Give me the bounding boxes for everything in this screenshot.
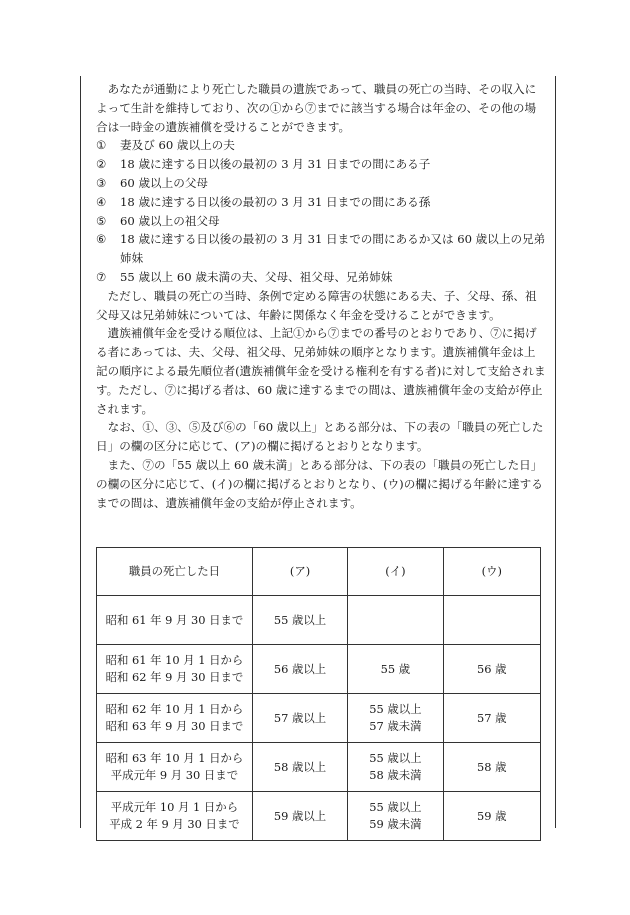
table-row xyxy=(97,743,541,792)
list-item xyxy=(96,193,546,212)
list-item xyxy=(96,155,546,174)
cell-u: 59 歳 xyxy=(443,792,540,841)
cell-a: 57 歳以上 xyxy=(252,694,347,743)
date-line: 昭和 63 年 10 月 1 日から xyxy=(105,751,244,765)
list-item xyxy=(96,174,546,193)
header-u: (ウ) xyxy=(443,548,540,596)
table-row xyxy=(97,792,541,841)
cell-date xyxy=(97,694,253,743)
item-text: 60 歳以上の祖父母 xyxy=(120,213,220,228)
cell-i xyxy=(348,694,443,743)
date-line: 昭和 63 年 9 月 30 日まで xyxy=(105,719,244,733)
item-number: ⑥ xyxy=(96,232,107,247)
cell-date xyxy=(97,645,253,694)
cell-a: 56 歳以上 xyxy=(252,645,347,694)
cell-date xyxy=(97,596,253,645)
disability-paragraph: ただし、職員の死亡の当時、条例で定める障害の状態にある夫、子、父母、孫、祖父母又は兄弟姉妹については、年齢に関係なく年金を受けることができます。 xyxy=(96,288,537,322)
cell-date xyxy=(97,792,253,841)
age-line: 59 歳未満 xyxy=(369,817,422,831)
cell-u xyxy=(443,596,540,645)
cell-i xyxy=(348,743,443,792)
item-number: ③ xyxy=(96,175,107,190)
date-line: 昭和 61 年 10 月 1 日から xyxy=(105,653,244,667)
cell-u: 57 歳 xyxy=(443,694,540,743)
table-row xyxy=(97,694,541,743)
header-death-date: 職員の死亡した日 xyxy=(97,548,253,596)
document-body xyxy=(96,80,546,512)
age-note-paragraph: なお、①、③、⑤及び⑥の「60 歳以上」とある部分は、下の表の「職員の死亡した日」の欄の区分に応じて、(ア)の欄に掲げるとおりとなります。 xyxy=(96,420,544,454)
date-line: 平成元年 9 月 30 日まで xyxy=(110,768,239,782)
cell-i xyxy=(348,596,443,645)
intro-paragraph: あなたが通勤により死亡した職員の遺族であって、職員の死亡の当時、その収入によって生計を維持しており、次の①から⑦までに該当する場合は年金の、その他の場合は一時金の遺族補償を受けることができます。 xyxy=(96,82,537,134)
item-text: 妻及び 60 歳以上の夫 xyxy=(120,138,235,153)
cell-a: 59 歳以上 xyxy=(252,792,347,841)
cell-u: 56 歳 xyxy=(443,645,540,694)
item-text: 60 歳以上の父母 xyxy=(120,175,209,190)
item-number: ⑦ xyxy=(96,269,107,284)
item-text: 18 歳に達する日以後の最初の 3 月 31 日までの間にある子 xyxy=(120,157,431,172)
header-i: (イ) xyxy=(348,548,443,596)
date-line: 昭和 62 年 9 月 30 日まで xyxy=(105,670,244,684)
item-number: ④ xyxy=(96,194,107,209)
item-number: ① xyxy=(96,138,107,153)
item-text: 55 歳以上 60 歳未満の夫、父母、祖父母、兄弟姉妹 xyxy=(120,269,393,284)
cell-date xyxy=(97,743,253,792)
date-line: 平成 2 年 9 月 30 日まで xyxy=(109,817,240,831)
list-item xyxy=(96,268,546,287)
age-table xyxy=(96,547,541,841)
cell-a: 58 歳以上 xyxy=(252,743,347,792)
cell-u: 58 歳 xyxy=(443,743,540,792)
age-line: 55 歳以上 xyxy=(369,751,422,765)
list-item xyxy=(96,230,546,268)
table-header-row xyxy=(97,548,541,596)
age-line: 55 歳以上 xyxy=(369,702,422,716)
date-line: 平成元年 10 月 1 日から xyxy=(110,800,239,814)
date-line: 昭和 61 年 9 月 30 日まで xyxy=(105,612,244,627)
cell-i xyxy=(348,792,443,841)
table-row xyxy=(97,596,541,645)
cell-i xyxy=(348,645,443,694)
item-text: 18 歳に達する日以後の最初の 3 月 31 日までの間にある孫 xyxy=(120,194,431,209)
order-paragraph: 遺族補償年金を受ける順位は、上記①から⑦までの番号のとおりであり、⑦に掲げる者にあっては、夫、父母、祖父母、兄弟姉妹の順序となります。遺族補償年金は上記の順序による最先順位者(遺族補償年金を受ける権利を有する者)に対して支給されます。ただし、⑦に掲げる者は、60 歳に達するまでの間は、遺族補償年金の支給が停止されます。 xyxy=(96,326,546,416)
list-item xyxy=(96,136,546,155)
item-text: 18 歳に達する日以後の最初の 3 月 31 日までの間にあるか又は 60 歳以上の兄弟姉妹 xyxy=(120,232,546,266)
item-number: ⑤ xyxy=(96,213,107,228)
header-a: (ア) xyxy=(252,548,347,596)
table-row xyxy=(97,645,541,694)
list-item xyxy=(96,212,546,231)
cell-a: 55 歳以上 xyxy=(252,596,347,645)
age-line: 58 歳未満 xyxy=(369,768,422,782)
age-line: 55 歳 xyxy=(380,661,411,676)
item-number: ② xyxy=(96,157,107,172)
age-line: 57 歳未満 xyxy=(369,719,422,733)
suspension-paragraph: また、⑦の「55 歳以上 60 歳未満」とある部分は、下の表の「職員の死亡した日」の欄の区分に応じて、(イ)の欄に掲げるとおりとなり、(ウ)の欄に掲げる年齢に達するまでの間は、遺族補償年金の支給が停止されます。 xyxy=(96,457,543,510)
date-line: 昭和 62 年 10 月 1 日から xyxy=(105,702,244,716)
age-line: 55 歳以上 xyxy=(369,800,422,814)
